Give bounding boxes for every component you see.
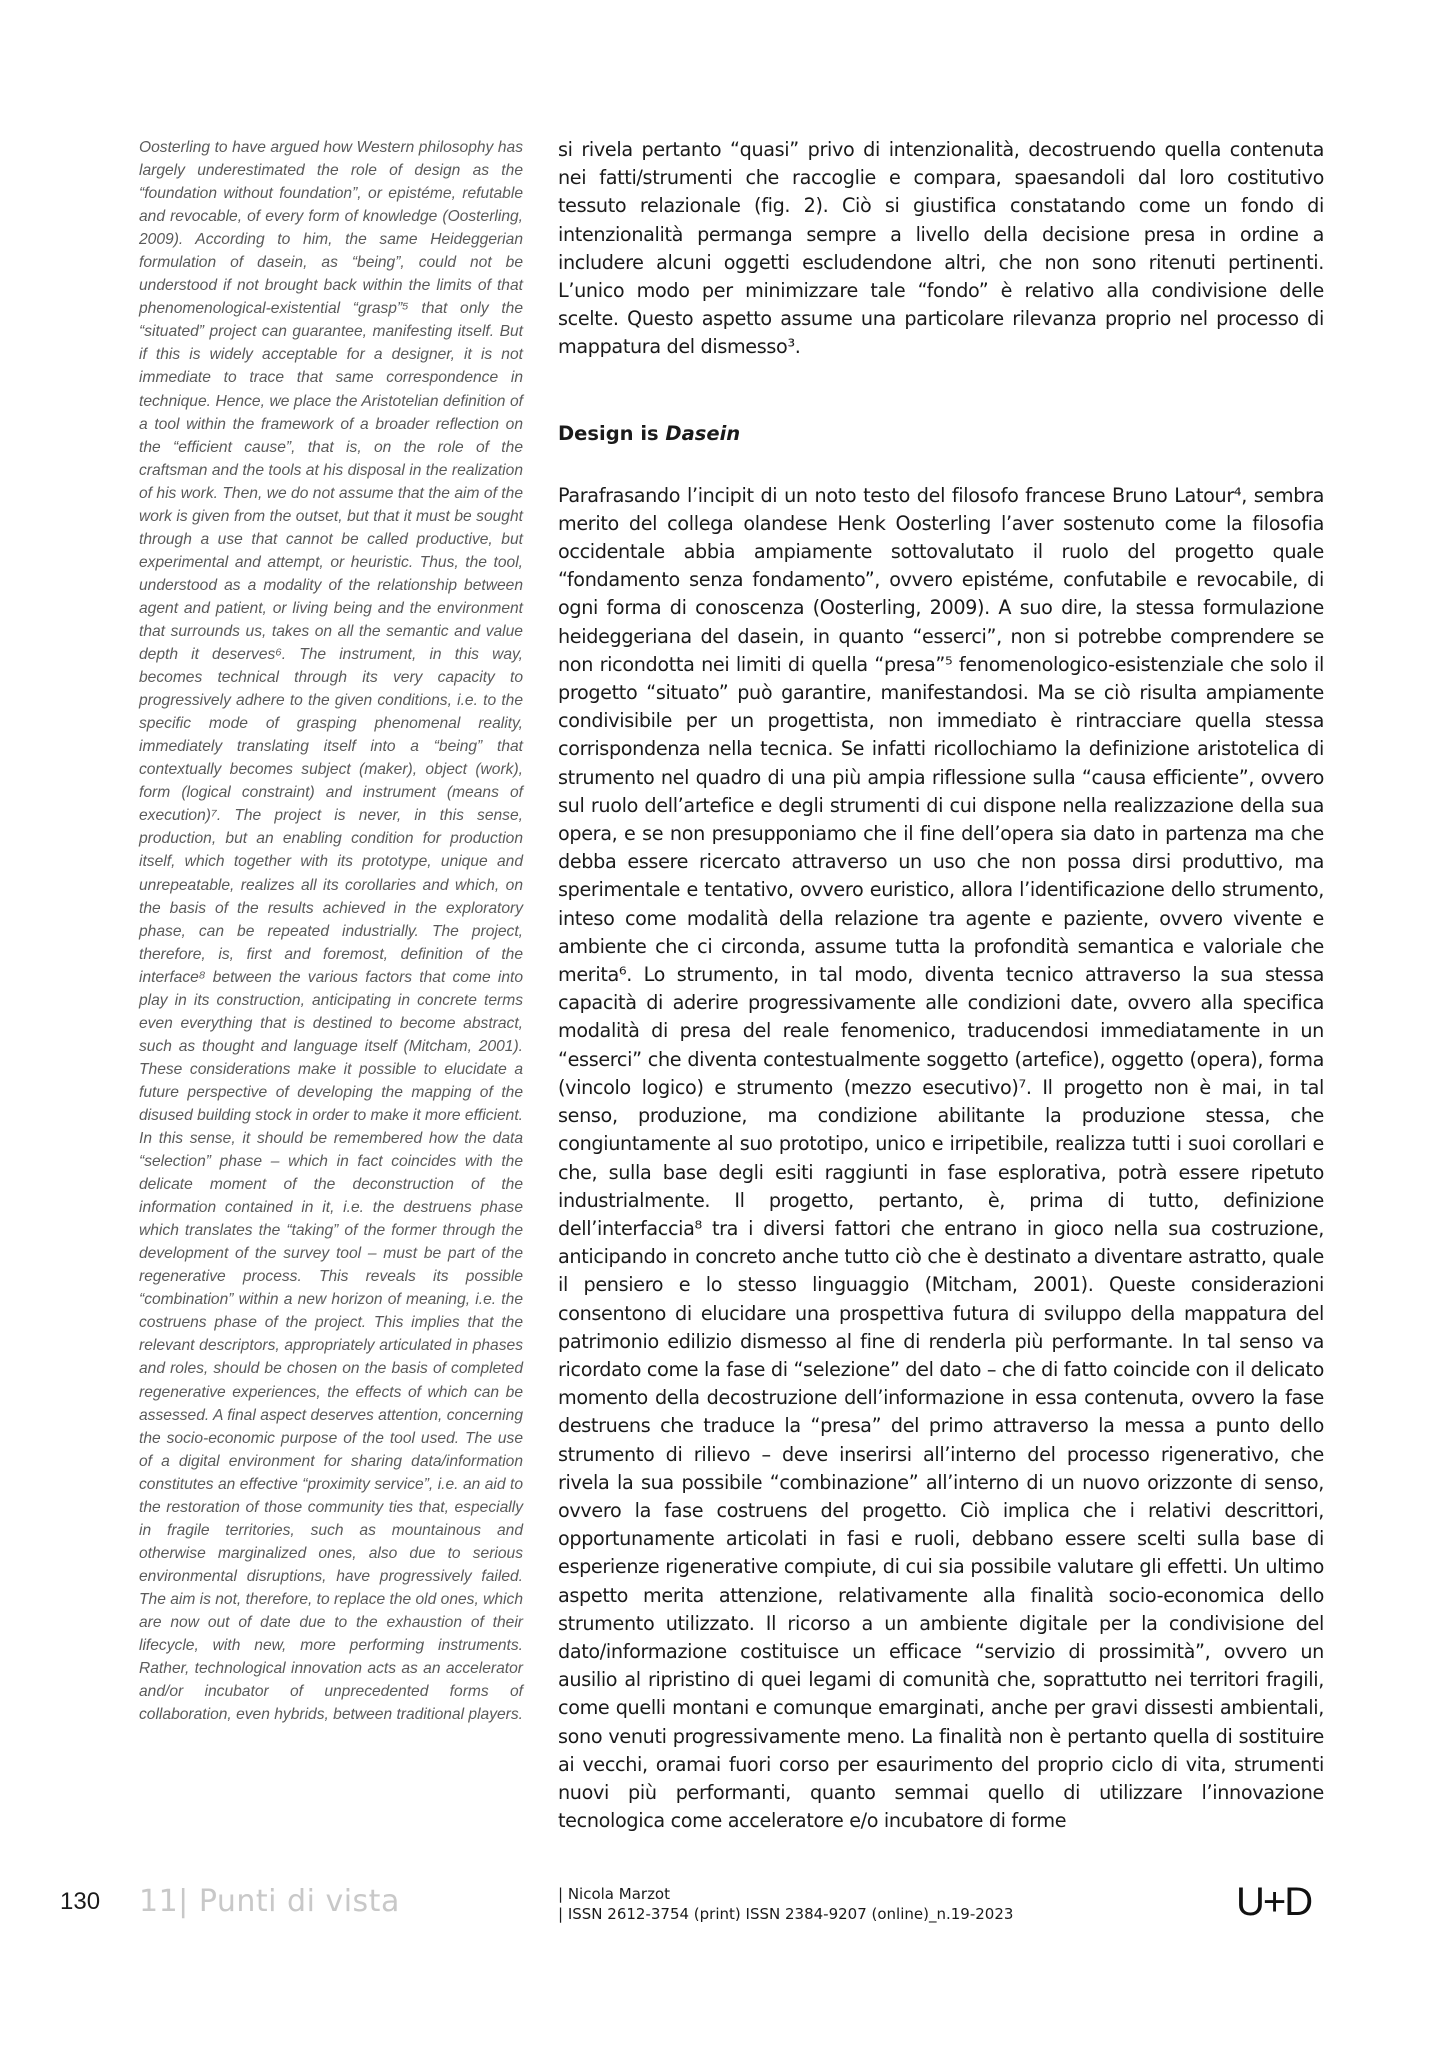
section-heading-emphasis: Dasein bbox=[665, 421, 741, 445]
intro-paragraph: si rivela pertanto “quasi” privo di intenzionalità, decostruendo quella contenuta nei fatti/strumenti che raccoglie e compara, spaesandoli dal loro costitutivo tessuto relazionale (fig. 2). Ciò si giustifica constatando come un fondo di intenzionalità permanga sempre a livello della decisione presa in ordine a includere alcuni oggetti escludendone altri, che non sono ritenuti pertinenti. L’unico modo per minimizzare tale “fondo” è relativo alla condivisione delle scelte. Questo aspetto assume una particolare rilevanza proprio nel processo di mappatura del dismesso³. bbox=[558, 138, 1324, 359]
page-number: 130 bbox=[60, 1888, 101, 1915]
page-footer bbox=[0, 1880, 1448, 1940]
footer-issn: | ISSN 2612-3754 (print) ISSN 2384-9207 (online)_n.19-2023 bbox=[558, 1905, 1014, 1923]
journal-logo: U+D bbox=[1236, 1880, 1312, 1924]
section-heading bbox=[558, 420, 1324, 448]
english-translation-column bbox=[139, 136, 523, 1726]
italian-main-column bbox=[558, 136, 1324, 1835]
english-translation-text: Oosterling to have argued how Western philosophy has largely underestimated the role of design as the “foundation without foundation”, or epistéme, refutable and revocable, of every form of knowledge (Oosterling, 2009). According to him, the same Heideggerian formulation of dasein, as “being”, could not be understood if not brought back within the limits of that phenomenological-existential “grasp”⁵ that only the “situated” project can guarantee, manifesting itself. But if this is widely acceptable for a designer, it is not immediate to trace that same correspondence in technique. Hence, we place the Aristotelian definition of a tool within the framework of a broader reflection on the “efficient cause”, that is, on the role of the craftsman and the tools at his disposal in the realization of his work. Then, we do not assume that the aim of the work is given from the outset, but that it must be sought through a use that cannot be called productive, but experimental and attempt, or heuristic. Thus, the tool, understood as a modality of the relationship between agent and patient, or living being and the environment that surrounds us, takes on all the semantic and value depth it deserves⁶. The instrument, in this way, becomes technical through its very capacity to progressively adhere to the given conditions, i.e. to the specific mode of grasping phenomenal reality, immediately translating itself into a “being” that contextually becomes subject (maker), object (work), form (logical constraint) and instrument (means of execution)⁷. The project is never, in this sense, production, but an enabling condition for production itself, which together with its prototype, unique and unrepeatable, realizes all its corollaries and which, on the basis of the results achieved in the exploratory phase, can be repeated industrially. The project, therefore, is, first and foremost, definition of the interface⁸ between the various factors that come into play in its construction, anticipating in concrete terms even everything that is destined to become abstract, such as thought and language itself (Mitcham, 2001). These considerations make it possible to elucidate a future perspective of developing the mapping of the disused building stock in order to make it more efficient. In this sense, it should be remembered how the data “selection” phase – which in fact coincides with the delicate moment of the deconstruction of the information contained in it, i.e. the destruens phase which translates the “taking” of the former through the development of the survey tool – must be part of the regenerative process. This reveals its possible “combination” within a new horizon of meaning, i.e. the costruens phase of the project. This implies that the relevant descriptors, appropriately articulated in phases and roles, should be chosen on the basis of completed regenerative experiences, the effects of which can be assessed. A final aspect deserves attention, concerning the socio-economic purpose of the tool used. The use of a digital environment for sharing data/information constitutes an effective “proximity service”, i.e. an aid to the restoration of those community ties that, especially in fragile territories, such as mountainous and otherwise marginalized ones, also due to serious environmental disruptions, have progressively failed. The aim is not, therefore, to replace the old ones, which are now out of date due to the exhaustion of their lifecycle, with new, more performing instruments. Rather, technological innovation acts as an accelerator and/or incubator of unprecedented forms of collaboration, even hybrids, between traditional players. bbox=[139, 139, 524, 1724]
footer-author: | Nicola Marzot bbox=[558, 1885, 670, 1903]
footer-meta bbox=[558, 1884, 1013, 1924]
section-title: 11| Punti di vista bbox=[139, 1884, 400, 1919]
section-heading-prefix: Design is bbox=[558, 421, 666, 445]
body-paragraph: Parafrasando l’incipit di un noto testo del filosofo francese Bruno Latour⁴, sembra merito del collega olandese Henk Oosterling l’aver sostenuto come la filosofia occidentale abbia ampiamente sottovalutato il ruolo del progetto quale “fondamento senza fondamento”, ovvero epistéme, confutabile e revocabile, di ogni forma di conoscenza (Oosterling, 2009). A suo dire, la stessa formulazione heideggeriana del dasein, in quanto “esserci”, non si potrebbe comprendere se non ricondotta nei limiti di quella “presa”⁵ fenomenologico-esistenziale che solo il progetto “situato” può garantire, manifestandosi. Ma se ciò risulta ampiamente condivisibile per un progettista, non immediato è rintracciare quella stessa corrispondenza nella tecnica. Se infatti ricollochiamo la definizione aristotelica di strumento nel quadro di una più ampia riflessione sulla “causa efficiente”, ovvero sul ruolo dell’artefice e degli strumenti di cui dispone nella realizzazione della sua opera, e se non presupponiamo che il fine dell’opera sia dato in partenza ma che debba essere ricercato attraverso un uso che non possa dirsi produttivo, ma sperimentale e tentativo, ovvero euristico, allora l’identificazione dello strumento, inteso come modalità della relazione tra agente e paziente, ovvero vivente e ambiente che ci circonda, assume tutta la profondità semantica e valoriale che merita⁶. Lo strumento, in tal modo, diventa tecnico attraverso la sua stessa capacità di aderire progressivamente alle condizioni date, ovvero alla specifica modalità di presa del reale fenomenico, traducendosi immediatamente in un “esserci” che diventa contestualmente soggetto (artefice), oggetto (opera), forma (vincolo logico) e strumento (mezzo esecutivo)⁷. Il progetto non è mai, in tal senso, produzione, ma condizione abilitante la produzione stessa, che congiuntamente al suo prototipo, unico e irripetibile, realizza tutti i suoi corollari e che, sulla base degli esiti raggiunti in fase esplorativa, potrà essere ripetuto industrialmente. Il progetto, pertanto, è, prima di tutto, definizione dell’interfaccia⁸ tra i diversi fattori che entrano in gioco nella sua costruzione, anticipando in concreto anche tutto ciò che è destinato a diventare astratto, quale il pensiero e lo stesso linguaggio (Mitcham, 2001). Queste considerazioni consentono di elucidare una prospettiva futura di sviluppo della mappatura del patrimonio edilizio dismesso al fine di renderla più performante. In tal senso va ricordato come la fase di “selezione” del dato – che di fatto coincide con il delicato momento della decostruzione dell’informazione in essa contenuta, ovvero la fase destruens che traduce la “presa” del primo attraverso la messa a punto dello strumento di rilievo – deve inserirsi all’interno del processo rigenerativo, che rivela la sua possibile “combinazione” all’interno di un nuovo orizzonte di senso, ovvero la fase costruens del progetto. Ciò implica che i relativi descrittori, opportunamente articolati in fasi e ruoli, debbano essere scelti sulla base di esperienze rigenerative compiute, di cui sia possibile valutare gli effetti. Un ultimo aspetto merita attenzione, relativamente alla finalità socio-economica dello strumento utilizzato. Il ricorso a un ambiente digitale per la condivisione del dato/informazione costituisce un efficace “servizio di prossimità”, ovvero un ausilio al ripristino di quei legami di comunità che, soprattutto nei territori fragili, come quelli montani e comunque emarginati, anche per gravi dissesti ambientali, sono venuti progressivamente meno. La finalità non è pertanto quella di sostituire ai vecchi, oramai fuori corso per esaurimento del proprio ciclo di vita, strumenti nuovi più performanti, quanto semmai quello di utilizzare l’innovazione tecnologica come acceleratore e/o incubatore di forme bbox=[558, 483, 1324, 1833]
